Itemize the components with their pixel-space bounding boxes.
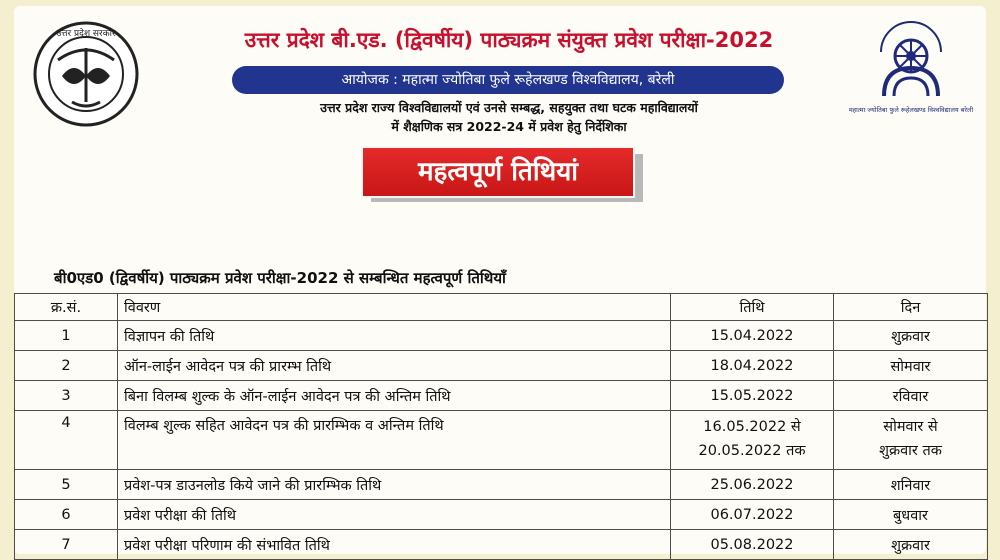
description-cell: विलम्ब शुल्क सहित आवेदन पत्र की प्रारम्भिक व अन्तिम तिथि	[118, 411, 671, 470]
serial-cell: 4	[15, 411, 118, 470]
subtitle-line-1: उत्तर प्रदेश राज्य विश्वविद्यालयों एवं उनसे सम्बद्ध, सहयुक्त तथा घटक महाविद्यालयों	[320, 100, 698, 115]
university-emblem-lettering: महात्मा ज्योतिबा फुले रूहेलखण्ड विश्वविद्यालय बरेली	[848, 106, 974, 114]
important-dates-table	[14, 293, 988, 560]
table-row	[15, 500, 988, 530]
day-cell: सोमवार	[834, 351, 988, 381]
day-cell: बुधवार	[834, 500, 988, 530]
notice-sheet	[14, 6, 986, 554]
date-cell: 18.04.2022	[671, 351, 834, 381]
serial-cell: 2	[15, 351, 118, 381]
date-cell: 15.05.2022	[671, 381, 834, 411]
serial-cell: 6	[15, 500, 118, 530]
day-range-start: सोमवार से	[883, 419, 938, 435]
subtitle-line-2: में शैक्षणिक सत्र 2022-24 में प्रवेश हेतु निर्देशिका	[391, 119, 627, 134]
date-range-start: 16.05.2022 से	[703, 419, 801, 435]
date-range-end: 20.05.2022 तक	[698, 443, 806, 459]
table-header-row	[15, 294, 988, 321]
description-cell: प्रवेश परीक्षा परिणाम की संभावित तिथि	[118, 530, 671, 560]
day-cell: शनिवार	[834, 470, 988, 500]
date-cell: 15.04.2022	[671, 321, 834, 351]
ribbon-label: महत्वपूर्ण तिथियां	[361, 146, 635, 198]
day-range-end: शुक्रवार तक	[879, 443, 942, 459]
table-row	[15, 351, 988, 381]
emblem-lettering: उत्तर प्रदेश सरकार	[56, 29, 116, 39]
day-cell: शुक्रवार	[834, 530, 988, 560]
day-cell: शुक्रवार	[834, 321, 988, 351]
description-cell: विज्ञापन की तिथि	[118, 321, 671, 351]
day-cell: रविवार	[834, 381, 988, 411]
page-title: उत्तर प्रदेश बी.एड. (द्विवर्षीय) पाठ्यक्रम संयुक्त प्रवेश परीक्षा-2022	[244, 28, 774, 52]
description-cell: ऑन-लाईन आवेदन पत्र की प्रारम्भ तिथि	[118, 351, 671, 381]
table-row	[15, 470, 988, 500]
serial-cell: 3	[15, 381, 118, 411]
table-row	[15, 321, 988, 351]
table-row	[15, 411, 988, 470]
date-cell: 25.06.2022	[671, 470, 834, 500]
column-header-serial: क्र.सं.	[15, 294, 118, 321]
university-emblem-icon	[848, 16, 974, 128]
date-cell: 06.07.2022	[671, 500, 834, 530]
description-cell: बिना विलम्ब शुल्क के ऑन-लाईन आवेदन पत्र की अन्तिम तिथि	[118, 381, 671, 411]
description-cell: प्रवेश परीक्षा की तिथि	[118, 500, 671, 530]
serial-cell: 1	[15, 321, 118, 351]
important-dates-ribbon	[361, 146, 643, 202]
column-header-day: दिन	[834, 294, 988, 321]
serial-cell: 5	[15, 470, 118, 500]
table-row	[15, 530, 988, 560]
column-header-date: तिथि	[671, 294, 834, 321]
date-cell: 05.08.2022	[671, 530, 834, 560]
description-cell: प्रवेश-पत्र डाउनलोड किये जाने की प्रारम्भिक तिथि	[118, 470, 671, 500]
table-heading: बी0एड0 (द्विवर्षीय) पाठ्यक्रम प्रवेश परीक्षा-2022 से सम्बन्धित महत्वपूर्ण तिथियाँ	[54, 269, 506, 287]
organizer-banner: आयोजक : महात्मा ज्योतिबा फुले रूहेलखण्ड विश्वविद्यालय, बरेली	[232, 66, 784, 94]
table-row	[15, 381, 988, 411]
column-header-description: विवरण	[118, 294, 671, 321]
serial-cell: 7	[15, 530, 118, 560]
up-government-emblem-icon	[32, 20, 140, 128]
date-range-cell	[671, 411, 834, 470]
day-range-cell	[834, 411, 988, 470]
